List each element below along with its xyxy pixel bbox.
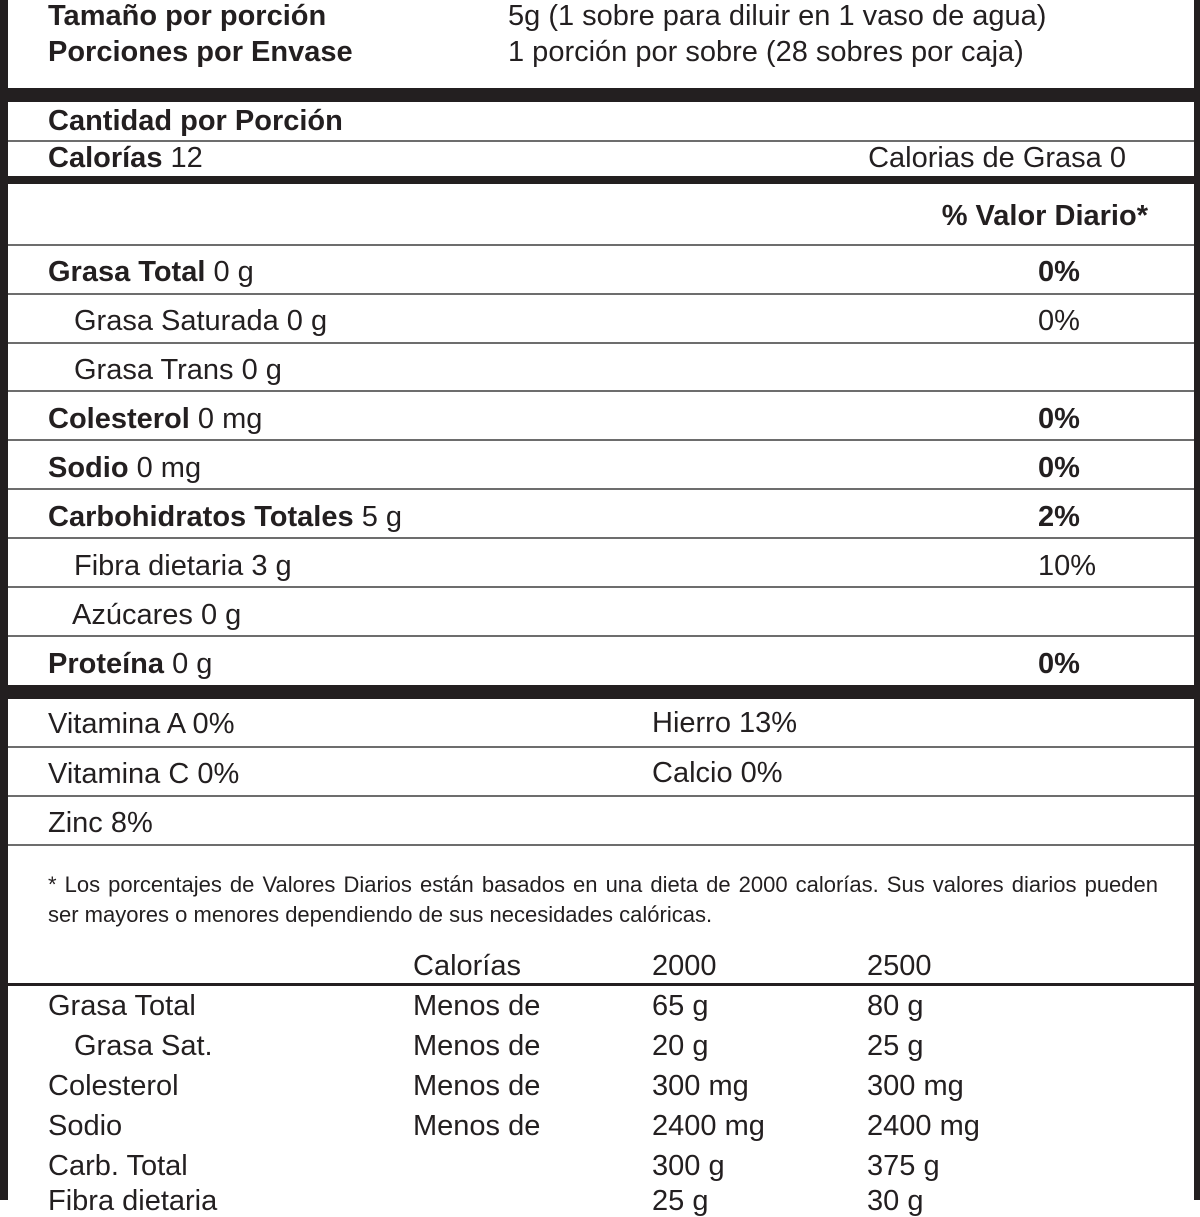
nutrient-daily-value: 0%	[1038, 403, 1080, 435]
divider-thin	[8, 439, 1194, 441]
reference-header-2000: 2000	[652, 950, 717, 982]
nutrient-name: Grasa Trans	[74, 354, 234, 386]
nutrient-amount: 0 mg	[197, 403, 263, 435]
nutrient-daily-value: 0%	[1038, 452, 1080, 484]
nutrient-name: Colesterol	[48, 403, 190, 435]
nutrient-amount: 0 mg	[136, 452, 202, 484]
reference-nutrient: Grasa Total	[48, 990, 196, 1022]
reference-nutrient: Carb. Total	[48, 1150, 188, 1182]
nutrient-name: Grasa Saturada	[74, 305, 279, 337]
reference-value-2000: 300 mg	[652, 1070, 749, 1102]
reference-nutrient: Sodio	[48, 1110, 123, 1142]
nutrient-amount: 3 g	[251, 550, 292, 582]
reference-value-2000: 65 g	[652, 990, 709, 1022]
divider-thin	[8, 795, 1194, 797]
daily-value-footnote: * Los porcentajes de Valores Diarios están basados en una dieta de 2000 calorías. Sus valores diarios pueden ser mayores o menores dependiendo de sus necesidades calóricas.	[48, 872, 1158, 927]
serving-size-label: Tamaño por porción	[48, 0, 327, 32]
reference-value-2500: 30 g	[867, 1185, 924, 1217]
serving-size-value: 5g (1 sobre para diluir en 1 vaso de agua)	[508, 0, 1047, 32]
reference-qualifier: Menos de	[413, 1070, 541, 1102]
divider-thick	[8, 176, 1194, 184]
calories-label: Calorías	[48, 142, 163, 174]
reference-value-2500: 2400 mg	[867, 1110, 980, 1142]
nutrient-amount: 5 g	[361, 501, 403, 533]
reference-value-2500: 300 mg	[867, 1070, 964, 1102]
calories-value: 12	[170, 142, 203, 174]
vitamin-a: Vitamina A 0%	[48, 708, 235, 740]
reference-header-calories: Calorías	[413, 950, 521, 982]
nutrient-name: Carbohidratos Totales	[48, 501, 354, 533]
nutrient-name: Grasa Total	[48, 256, 206, 288]
reference-value-2000: 2400 mg	[652, 1110, 765, 1142]
reference-header-2500: 2500	[867, 950, 932, 982]
iron: Hierro 13%	[652, 707, 798, 739]
divider-thin	[8, 342, 1194, 344]
nutrient-daily-value: 0%	[1038, 305, 1080, 337]
nutrient-daily-value: 0%	[1038, 648, 1080, 680]
daily-value-heading: % Valor Diario*	[941, 200, 1148, 232]
reference-qualifier: Menos de	[413, 1110, 541, 1142]
divider-thin	[8, 635, 1194, 637]
divider-thin	[8, 844, 1194, 846]
servings-per-container-value: 1 porción por sobre (28 sobres por caja)	[508, 36, 1024, 68]
divider-heavy	[8, 88, 1194, 102]
nutrient-name: Proteína	[48, 648, 165, 680]
calories-from-fat: Calorias de Grasa 0	[868, 142, 1126, 174]
label-border-right	[1194, 0, 1200, 1200]
reference-qualifier: Menos de	[413, 1030, 541, 1062]
reference-value-2000: 25 g	[652, 1185, 709, 1217]
nutrient-name: Sodio	[48, 452, 129, 484]
vitamin-c: Vitamina C 0%	[48, 758, 240, 790]
nutrient-daily-value: 2%	[1038, 501, 1080, 533]
reference-nutrient: Fibra dietaria	[48, 1185, 218, 1217]
calcium: Calcio 0%	[652, 757, 783, 789]
reference-value-2000: 20 g	[652, 1030, 709, 1062]
nutrient-amount: 0 g	[241, 354, 282, 386]
divider-thin	[8, 746, 1194, 748]
nutrient-daily-value: 0%	[1038, 256, 1080, 288]
divider-thin	[8, 244, 1194, 246]
reference-nutrient: Grasa Sat.	[74, 1030, 213, 1062]
nutrient-amount: 0 g	[213, 256, 254, 288]
divider-thin	[8, 488, 1194, 490]
reference-value-2500: 375 g	[867, 1150, 940, 1182]
divider-thin	[8, 586, 1194, 588]
divider-heavy	[8, 685, 1194, 699]
divider-medium	[8, 983, 1194, 986]
servings-per-container-label: Porciones por Envase	[48, 36, 353, 68]
amount-per-serving-heading: Cantidad por Porción	[48, 105, 343, 137]
nutrient-amount: 0 g	[286, 305, 328, 337]
label-border-left	[0, 0, 8, 1200]
nutrient-daily-value: 10%	[1038, 550, 1097, 582]
zinc: Zinc 8%	[48, 807, 153, 839]
reference-qualifier: Menos de	[413, 990, 541, 1022]
reference-value-2500: 25 g	[867, 1030, 924, 1062]
divider-thin	[8, 537, 1194, 539]
divider-thin	[8, 390, 1194, 392]
nutrient-amount: 0 g	[200, 599, 242, 631]
reference-value-2500: 80 g	[867, 990, 924, 1022]
nutrient-name: Azúcares	[72, 599, 193, 631]
nutrient-name: Fibra dietaria	[74, 550, 244, 582]
divider-thin	[8, 293, 1194, 295]
reference-value-2000: 300 g	[652, 1150, 725, 1182]
calories-line	[48, 144, 203, 173]
nutrient-amount: 0 g	[172, 648, 213, 680]
reference-nutrient: Colesterol	[48, 1070, 179, 1102]
